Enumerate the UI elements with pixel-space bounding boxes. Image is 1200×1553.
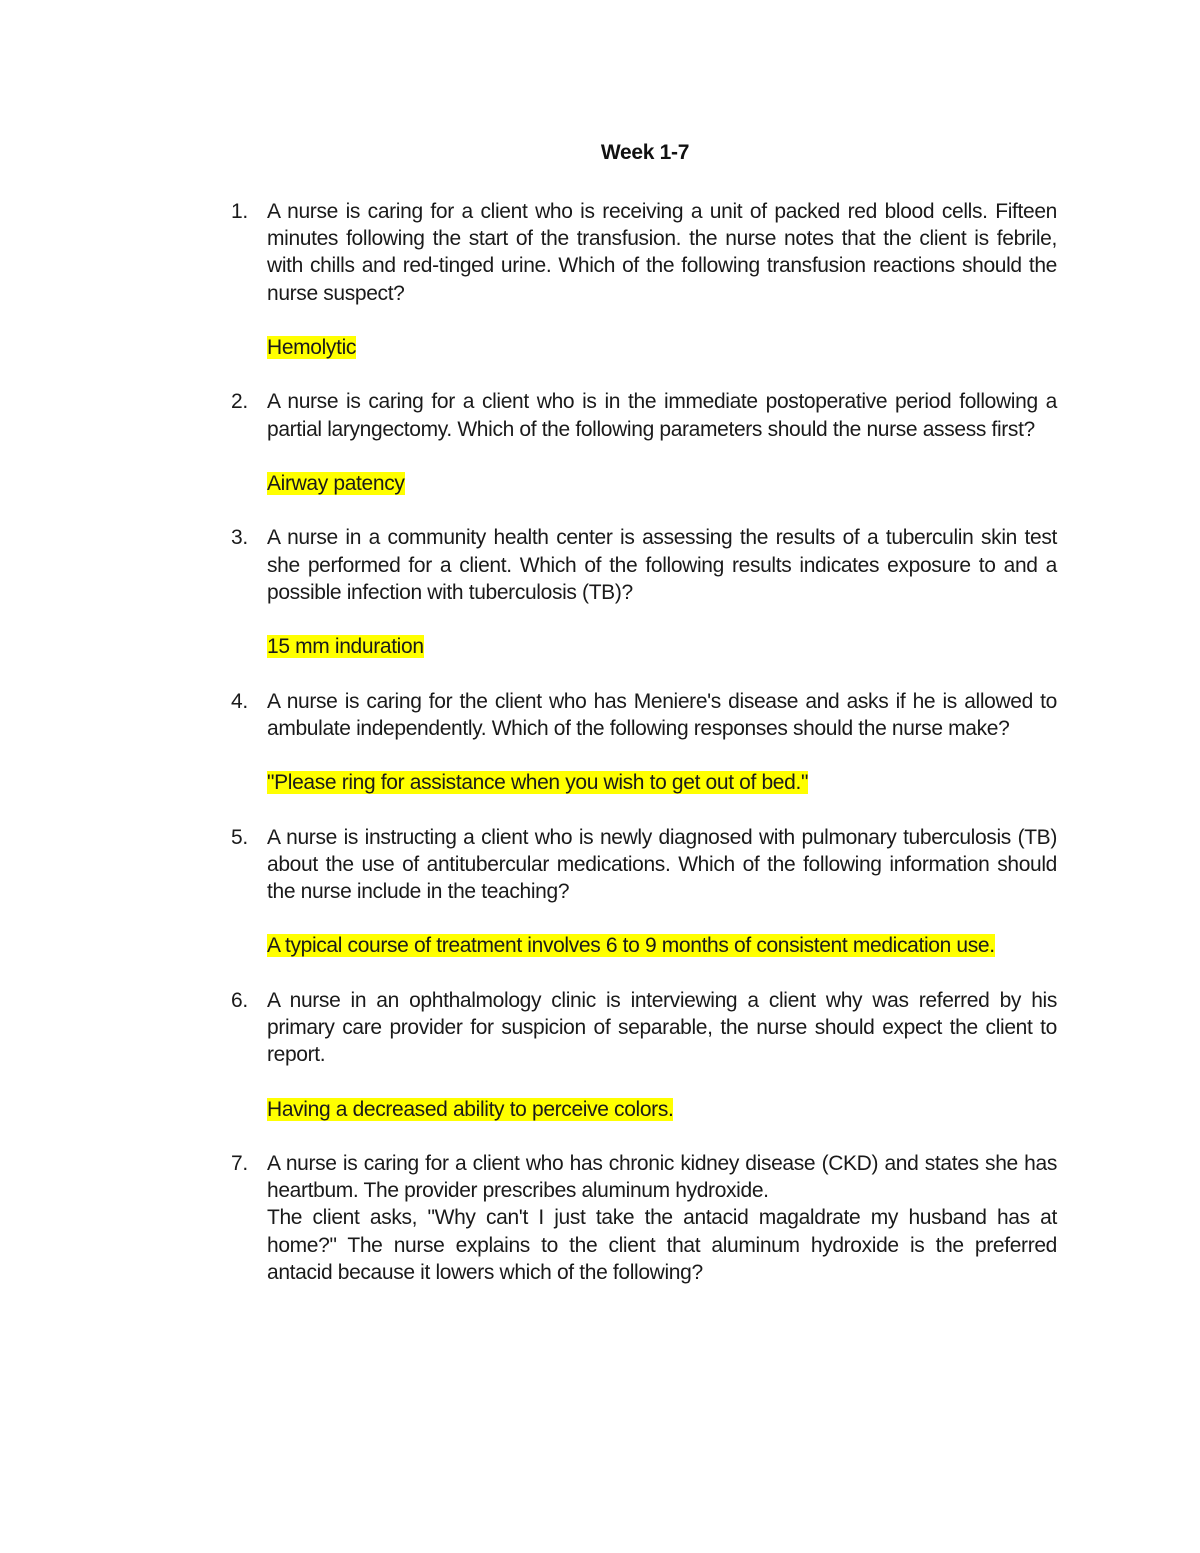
question-text-continued: The client asks, "Why can't I just take the antacid magaldrate my husband has at home?" The nurse explains to the client that aluminum hydroxide is the preferred antacid because it lowers which of the following? [267, 1206, 1057, 1284]
question-number: 7. [231, 1151, 248, 1175]
question-1 [231, 198, 1057, 361]
question-4 [231, 688, 1057, 797]
question-text: A nurse is caring for a client who has chronic kidney disease (CKD) and states she has heartbum. The provider prescribes aluminum hydroxide. [267, 1151, 1057, 1203]
question-list [231, 198, 1057, 1313]
question-number: 6. [231, 988, 248, 1012]
question-text: A nurse in an ophthalmology clinic is interviewing a client why was referred by his primary care provider for suspicion of separable, the nurse should expect the client to report. [267, 988, 1057, 1067]
answer-highlight: Airway patency [267, 471, 405, 495]
answer-highlight: Hemolytic [267, 336, 357, 359]
question-number: 3. [231, 526, 248, 550]
question-text: A nurse is caring for a client who is in the immediate postoperative period following a partial laryngectomy. Which of the following parameters should the nurse assess first? [267, 390, 1057, 441]
question-number: 2. [231, 390, 248, 414]
question-number: 1. [231, 200, 248, 223]
question-2 [231, 388, 1057, 497]
document-title: Week 1-7 [600, 141, 690, 164]
question-text: A nurse is caring for the client who has Meniere's disease and asks if he is allowed to ambulate independently. Which of the following responses should the nurse make? [267, 689, 1057, 740]
answer-highlight: A typical course of treatment involves 6 to 9 months of consistent medication use. [267, 934, 995, 958]
question-text: A nurse in a community health center is assessing the results of a tuberculin skin test she performed for a client. Which of the following results indicates exposure to and a possible infection with tuberculosis (TB)? [267, 526, 1057, 604]
question-7 [231, 1150, 1057, 1286]
answer-highlight: Having a decreased ability to perceive colors. [267, 1097, 674, 1121]
question-number: 5. [231, 825, 248, 849]
question-text: A nurse is caring for a client who is receiving a unit of packed red blood cells. Fifteen minutes following the start of the transfusion. the nurse notes that the client is febrile, with chills and red-tinged urine. Which of the following transfusion reactions should the nurse suspect? [267, 200, 1057, 305]
question-3 [231, 524, 1057, 660]
question-text: A nurse is instructing a client who is newly diagnosed with pulmonary tuberculosis (TB) about the use of antitubercular medications. Which of the following information should the nurse include in the teaching? [267, 825, 1057, 903]
question-number: 4. [231, 689, 248, 713]
answer-highlight: 15 mm induration [267, 635, 424, 659]
question-5 [231, 824, 1057, 960]
answer-highlight: "Please ring for assistance when you wish to get out of bed." [267, 771, 809, 795]
question-6 [231, 987, 1057, 1123]
